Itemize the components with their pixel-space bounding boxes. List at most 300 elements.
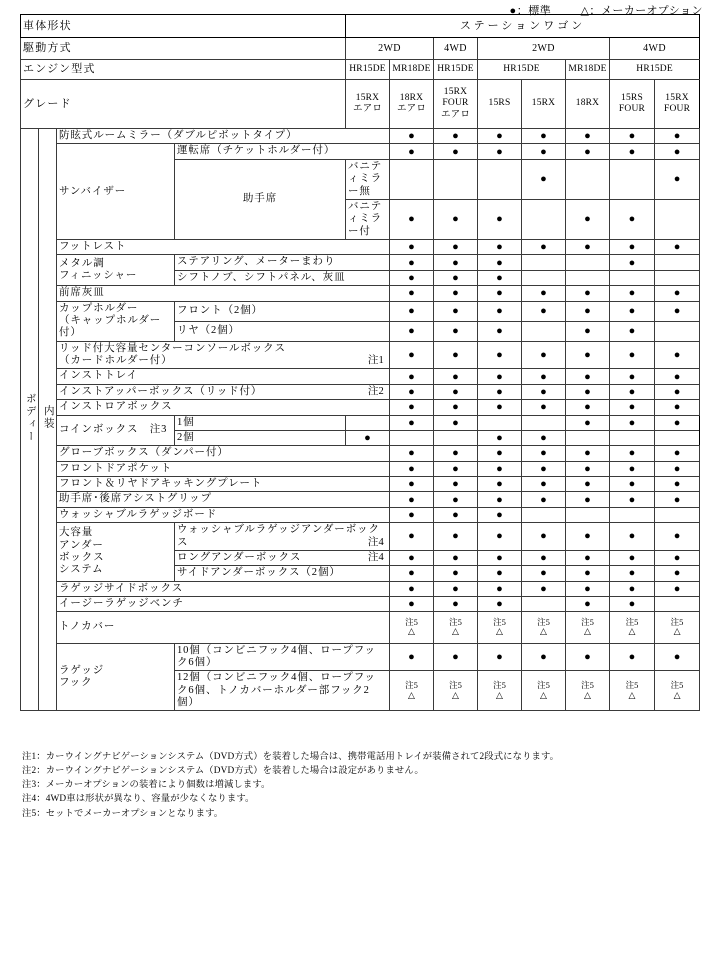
mark-cell-c6 — [610, 477, 655, 492]
note-ref: 注5 — [670, 680, 684, 691]
mark-cell-c1 — [346, 430, 390, 445]
filled-circle-icon: ● — [540, 145, 547, 158]
mark-cell-c4 — [522, 612, 566, 643]
triangle-icon: △ — [584, 626, 591, 637]
filled-circle-icon: ● — [496, 530, 503, 543]
mark-cell-c3 — [478, 612, 522, 643]
filled-circle-icon: ● — [584, 598, 591, 611]
mark-cell-c4 — [522, 643, 566, 671]
filled-circle-icon: ● — [408, 508, 415, 521]
triangle-icon: △ — [408, 626, 415, 637]
legend-standard-label: ：標準 — [516, 5, 552, 17]
mark-cell-c6 — [610, 129, 655, 144]
filled-circle-icon: ● — [628, 567, 636, 580]
mark-cell-c6 — [610, 341, 655, 369]
filled-circle-icon: ● — [452, 325, 459, 338]
drive-type-value-2: 4WD — [434, 38, 478, 60]
mark-cell-c2 — [434, 286, 478, 301]
mark-cell-c3 — [478, 597, 522, 612]
mark-cell-c2 — [434, 671, 478, 711]
mark-cell-c3 — [434, 430, 478, 445]
mark-cell-c6 — [610, 581, 655, 596]
mark-cell-c3 — [478, 477, 522, 492]
filled-circle-icon: ● — [540, 530, 547, 543]
spec-group-label: コインボックス 注3 — [57, 415, 175, 446]
spec-item-label: 運転席（チケットホルダー付） — [175, 144, 390, 159]
filled-circle-icon: ● — [628, 385, 636, 398]
filled-circle-icon: ● — [540, 385, 547, 398]
mark-cell-c2 — [434, 550, 478, 565]
spec-group-label: サンバイザー — [57, 144, 175, 240]
filled-circle-icon: ● — [540, 462, 547, 475]
note-ref: 注5 — [581, 680, 594, 691]
filled-circle-icon: ● — [452, 213, 459, 226]
filled-circle-icon: ● — [673, 582, 681, 595]
grade-value-6: 18RX — [566, 80, 610, 129]
mark-cell-c6 — [610, 643, 655, 671]
note-ref: 注4 — [367, 551, 384, 563]
drive-type-value-3: 2WD — [478, 38, 610, 60]
mark-cell-c5 — [566, 446, 610, 461]
filled-circle-icon: ● — [628, 478, 636, 491]
mark-cell-c5 — [522, 415, 566, 430]
spec-sub-label: 助手席 — [175, 159, 346, 239]
mark-cell-c5 — [566, 597, 610, 612]
filled-circle-icon: ● — [496, 478, 503, 491]
filled-circle-icon: ● — [452, 256, 459, 269]
filled-circle-icon: ● — [540, 348, 547, 361]
filled-circle-icon: ● — [496, 325, 503, 338]
mark-cell-c1 — [390, 492, 434, 507]
mark-cell-c7 — [655, 270, 700, 285]
filled-circle-icon: ● — [628, 370, 636, 383]
spec-row — [21, 581, 700, 596]
mark-cell-c4 — [522, 384, 566, 399]
filled-circle-icon: ● — [496, 304, 503, 317]
mark-cell-c5 — [566, 159, 610, 199]
mark-cell-c5 — [566, 671, 610, 711]
mark-cell-c3 — [478, 199, 522, 239]
spec-item-label: バニティミラー付 — [346, 199, 390, 239]
mark-cell-c6 — [610, 286, 655, 301]
mark-cell-c7 — [655, 255, 700, 270]
header-row-engine-type — [21, 60, 700, 80]
spec-item-label: トノカバー — [57, 612, 390, 643]
spec-row — [21, 384, 700, 399]
triangle-icon: △ — [452, 626, 459, 637]
mark-cell-c1 — [390, 240, 434, 255]
mark-cell-c3 — [478, 566, 522, 581]
triangle-icon: △ — [628, 626, 636, 637]
mark-cell-c4 — [522, 446, 566, 461]
note-ref: 注5 — [625, 617, 639, 628]
engine-type-value-6: HR15DE — [610, 60, 700, 80]
filled-circle-icon: ● — [408, 552, 415, 565]
header-row-drive-type — [21, 38, 700, 60]
triangle-icon: △ — [452, 689, 459, 700]
body-shape-label: 車体形状 — [21, 15, 346, 38]
body-shape-value: ステーションワゴン — [346, 15, 700, 38]
triangle-icon: △ — [540, 626, 547, 637]
mark-cell-c7 — [655, 144, 700, 159]
mark-cell-c6 — [610, 550, 655, 565]
triangle-icon: △ — [540, 689, 547, 700]
filled-circle-icon: ● — [452, 385, 459, 398]
mark-cell-c6 — [610, 240, 655, 255]
filled-circle-icon: ● — [584, 348, 591, 361]
filled-circle-icon: ● — [540, 493, 547, 506]
filled-circle-icon: ● — [673, 462, 681, 475]
mark-cell-c7 — [655, 199, 700, 239]
filled-circle-icon: ● — [673, 370, 681, 383]
mark-cell-c3 — [478, 286, 522, 301]
filled-circle-icon: ● — [584, 401, 591, 414]
filled-circle-icon: ● — [540, 370, 547, 383]
filled-circle-icon: ● — [496, 650, 503, 663]
mark-cell-c4 — [522, 240, 566, 255]
mark-cell-c2 — [434, 159, 478, 199]
mark-cell-c7 — [655, 566, 700, 581]
engine-type-value-4: HR15DE — [478, 60, 566, 80]
mark-cell-c2 — [390, 430, 434, 445]
category-level2 — [39, 129, 57, 711]
filled-circle-icon: ● — [452, 462, 459, 475]
spec-table — [20, 14, 700, 711]
mark-cell-c3 — [478, 523, 522, 551]
filled-circle-icon: ● — [628, 447, 636, 460]
engine-type-value-3: HR15DE — [434, 60, 478, 80]
spec-item-label: フットレスト — [57, 240, 390, 255]
spec-row — [21, 612, 700, 643]
filled-circle-icon: ● — [584, 478, 591, 491]
mark-cell-c7 — [655, 671, 700, 711]
triangle-icon: △ — [628, 689, 636, 700]
filled-circle-icon: ● — [628, 582, 636, 595]
filled-circle-icon: ● — [452, 271, 459, 284]
filled-circle-icon: ● — [452, 401, 459, 414]
spec-item-label: 1個 — [175, 415, 346, 430]
filled-circle-icon: ● — [540, 478, 547, 491]
filled-circle-icon: ● — [584, 287, 591, 300]
category-level2-text: 内装 — [42, 405, 54, 430]
mark-cell-c6 — [610, 612, 655, 643]
filled-circle-icon: ● — [673, 241, 681, 254]
mark-cell-c7 — [655, 643, 700, 671]
filled-circle-icon: ● — [496, 462, 503, 475]
mark-cell-c5 — [566, 255, 610, 270]
filled-circle-icon: ● — [584, 370, 591, 383]
mark-cell-c1 — [390, 255, 434, 270]
filled-circle-icon: ● — [496, 432, 503, 445]
filled-circle-icon: ● — [628, 462, 636, 475]
mark-cell-c8 — [655, 415, 700, 430]
spec-item-label: インストアッパーボックス（リッド付） 注2 — [57, 384, 390, 399]
filled-circle-icon: ● — [584, 493, 591, 506]
filled-circle-icon: ● — [496, 145, 503, 158]
grade-label: グレード — [21, 80, 346, 129]
mark-cell-c4 — [522, 400, 566, 415]
spec-item-label: フロントドアポケット — [57, 461, 390, 476]
mark-cell-c4 — [478, 430, 522, 445]
mark-cell-c7 — [655, 341, 700, 369]
mark-cell-c4 — [522, 477, 566, 492]
mark-cell-c2 — [434, 270, 478, 285]
mark-cell-c1 — [390, 507, 434, 522]
filled-circle-icon: ● — [452, 552, 459, 565]
spec-item-label: イージーラゲッジベンチ — [57, 597, 390, 612]
mark-cell-c1 — [390, 144, 434, 159]
legend-option-label: ：メーカーオプション — [589, 5, 703, 17]
filled-circle-icon: ● — [496, 567, 503, 580]
mark-cell-c1 — [390, 597, 434, 612]
filled-circle-icon: ● — [584, 447, 591, 460]
mark-cell-c5 — [566, 612, 610, 643]
category-level1 — [21, 129, 39, 711]
mark-cell-c7 — [655, 369, 700, 384]
filled-circle-icon: ● — [540, 552, 547, 565]
header-row-body-shape — [21, 15, 700, 38]
mark-cell-c7 — [655, 384, 700, 399]
note-ref: 注1 — [367, 355, 384, 366]
filled-circle-icon: ● — [408, 447, 415, 460]
mark-cell-c2 — [390, 415, 434, 430]
spec-item-label: ラゲッジサイドボックス — [57, 581, 390, 596]
filled-circle-icon: ● — [408, 271, 415, 284]
filled-circle-icon: ● — [673, 173, 681, 186]
mark-cell-c5 — [566, 477, 610, 492]
triangle-icon: △ — [496, 626, 503, 637]
spec-item-label: ロングアンダーボックス 注4 — [175, 550, 390, 565]
filled-circle-icon: ● — [673, 416, 681, 429]
filled-circle-icon: ● — [408, 493, 415, 506]
mark-cell-c7 — [655, 286, 700, 301]
filled-circle-icon: ● — [408, 385, 415, 398]
filled-circle-icon: ● — [540, 401, 547, 414]
filled-circle-icon: ● — [496, 447, 503, 460]
triangle-icon: △ — [496, 689, 503, 700]
mark-cell-c2 — [434, 477, 478, 492]
filled-circle-icon: ● — [496, 271, 503, 284]
filled-circle-icon: ● — [496, 130, 503, 143]
mark-cell-c6 — [610, 255, 655, 270]
filled-circle-icon: ● — [673, 552, 681, 565]
filled-circle-icon: ● — [540, 582, 547, 595]
filled-circle-icon: ● — [452, 567, 459, 580]
mark-cell-c2 — [434, 144, 478, 159]
spec-row — [21, 523, 700, 551]
filled-circle-icon: ● — [584, 567, 591, 580]
spec-table-wrap — [20, 14, 699, 711]
note-ref: 注5 — [537, 680, 550, 691]
filled-circle-icon: ● — [628, 348, 636, 361]
filled-circle-icon: ● — [673, 530, 681, 543]
mark-cell-c6 — [610, 492, 655, 507]
mark-cell-c2 — [434, 255, 478, 270]
mark-cell-c6 — [610, 144, 655, 159]
mark-cell-c6 — [610, 400, 655, 415]
grade-value-4: 15RS — [478, 80, 522, 129]
drive-type-value-1: 2WD — [346, 38, 434, 60]
spec-row — [21, 341, 700, 369]
filled-circle-icon: ● — [584, 462, 591, 475]
filled-circle-icon: ● — [452, 478, 459, 491]
mark-cell-c6 — [610, 671, 655, 711]
filled-circle-icon: ● — [408, 401, 415, 414]
mark-cell-c1 — [390, 477, 434, 492]
filled-circle-icon: ● — [584, 416, 591, 429]
triangle-icon: △ — [673, 626, 681, 637]
spec-row — [21, 144, 700, 159]
engine-type-value-1: HR15DE — [346, 60, 390, 80]
mark-cell-c1 — [390, 301, 434, 321]
filled-circle-icon: ● — [584, 385, 591, 398]
spec-group-label: ラゲッジ フック — [57, 643, 175, 711]
footnote-5: 注5：セットでメーカーオプションとなります。 — [22, 808, 224, 819]
mark-cell-c1 — [390, 643, 434, 671]
mark-cell-c7 — [655, 129, 700, 144]
mark-cell-c4 — [522, 255, 566, 270]
mark-cell-c8 — [655, 430, 700, 445]
mark-cell-c1 — [346, 415, 390, 430]
filled-circle-icon: ● — [452, 145, 459, 158]
mark-cell-c1 — [390, 461, 434, 476]
mark-cell-c3 — [478, 369, 522, 384]
spec-item-label: フロント＆リヤドアキッキングプレート — [57, 477, 390, 492]
mark-cell-c7 — [655, 612, 700, 643]
mark-cell-c2 — [434, 400, 478, 415]
filled-circle-icon: ● — [408, 325, 415, 338]
mark-cell-c5 — [566, 144, 610, 159]
mark-cell-c2 — [434, 523, 478, 551]
mark-cell-c7 — [655, 597, 700, 612]
mark-cell-c5 — [566, 566, 610, 581]
filled-circle-icon: ● — [408, 530, 415, 543]
mark-cell-c1 — [390, 384, 434, 399]
filled-circle-icon: ● — [452, 447, 459, 460]
mark-cell-c6 — [610, 270, 655, 285]
triangle-icon: △ — [673, 689, 681, 700]
filled-circle-icon: ● — [452, 582, 459, 595]
mark-cell-c7 — [655, 461, 700, 476]
spec-row — [21, 477, 700, 492]
mark-cell-c4 — [522, 507, 566, 522]
mark-cell-c7 — [655, 446, 700, 461]
filled-circle-icon: ● — [496, 552, 503, 565]
mark-cell-c6 — [610, 384, 655, 399]
spec-item-label: 防眩式ルームミラー（ダブルピボットタイプ） — [57, 129, 390, 144]
mark-cell-c3 — [478, 400, 522, 415]
mark-cell-c3 — [478, 461, 522, 476]
mark-cell-c5 — [566, 461, 610, 476]
filled-circle-icon: ● — [540, 432, 547, 445]
filled-circle-icon: ● — [673, 401, 681, 414]
mark-cell-c1 — [390, 400, 434, 415]
mark-cell-c5 — [522, 430, 566, 445]
filled-circle-icon: ● — [673, 304, 681, 317]
mark-cell-c1 — [390, 671, 434, 711]
spec-group-label: 大容量 アンダー ボックス システム — [57, 523, 175, 582]
filled-circle-icon: ● — [540, 287, 547, 300]
spec-group-label: メタル調 フィニッシャー — [57, 255, 175, 286]
mark-cell-c5 — [566, 341, 610, 369]
filled-circle-icon: ● — [408, 213, 415, 226]
filled-circle-icon: ● — [540, 130, 547, 143]
filled-circle-icon: ● — [673, 130, 681, 143]
filled-circle-icon: ● — [452, 530, 459, 543]
filled-circle-icon: ● — [628, 304, 636, 317]
note-ref: 注5 — [449, 680, 462, 691]
mark-cell-c5 — [566, 369, 610, 384]
filled-circle-icon: ● — [628, 530, 636, 543]
mark-cell-c5 — [566, 199, 610, 239]
mark-cell-c1 — [390, 286, 434, 301]
spec-item-label: サイドアンダーボックス（2個） — [175, 566, 390, 581]
mark-cell-c5 — [566, 286, 610, 301]
mark-cell-c3 — [478, 341, 522, 369]
mark-cell-c7 — [655, 550, 700, 565]
mark-cell-c6 — [610, 321, 655, 341]
filled-circle-icon: ● — [496, 598, 503, 611]
filled-circle-icon: ● — [584, 650, 591, 663]
drive-type-label: 駆動方式 — [21, 38, 346, 60]
mark-cell-c2 — [434, 369, 478, 384]
filled-circle-icon: ● — [673, 348, 681, 361]
filled-circle-icon: ● — [628, 241, 636, 254]
mark-cell-c4 — [522, 581, 566, 596]
mark-cell-c3 — [478, 446, 522, 461]
mark-cell-c4 — [522, 286, 566, 301]
filled-circle-icon: ● — [540, 650, 547, 663]
filled-circle-icon: ● — [496, 348, 503, 361]
filled-circle-icon: ● — [452, 287, 459, 300]
header-row-grade — [21, 80, 700, 129]
footnotes — [22, 750, 712, 821]
spec-row — [21, 597, 700, 612]
mark-cell-c7 — [610, 415, 655, 430]
footnote-3: 注3：メーカーオプションの装着により個数は増減します。 — [22, 780, 271, 791]
filled-circle-icon: ● — [584, 213, 591, 226]
engine-type-value-2: MR18DE — [390, 60, 434, 80]
mark-cell-c5 — [566, 550, 610, 565]
mark-cell-c1 — [390, 270, 434, 285]
filled-circle-icon: ● — [673, 650, 681, 663]
mark-cell-c3 — [478, 144, 522, 159]
mark-cell-c4 — [522, 671, 566, 711]
grade-value-2: 18RX エアロ — [390, 80, 434, 129]
mark-cell-c7 — [655, 240, 700, 255]
grade-value-8: 15RX FOUR — [655, 80, 700, 129]
filled-circle-icon: ● — [673, 385, 681, 398]
filled-circle-icon: ● — [408, 130, 415, 143]
filled-circle-icon: ● — [408, 304, 415, 317]
filled-circle-icon: ● — [496, 582, 503, 595]
grade-value-3: 15RX FOUR エアロ — [434, 80, 478, 129]
filled-circle-icon: ● — [628, 598, 636, 611]
filled-circle-icon: ● — [496, 385, 503, 398]
filled-circle-icon: ● — [408, 241, 415, 254]
mark-cell-c4 — [522, 523, 566, 551]
filled-circle-icon: ● — [496, 370, 503, 383]
mark-cell-c4 — [522, 270, 566, 285]
mark-cell-c1 — [390, 581, 434, 596]
mark-cell-c2 — [434, 341, 478, 369]
mark-cell-c2 — [434, 507, 478, 522]
note-ref: 注5 — [625, 680, 639, 691]
spec-item-label: バニティミラー無 — [346, 159, 390, 199]
filled-circle-icon: ● — [364, 432, 371, 445]
note-ref: 注4 — [367, 536, 384, 548]
filled-circle-icon: ● — [628, 552, 636, 565]
